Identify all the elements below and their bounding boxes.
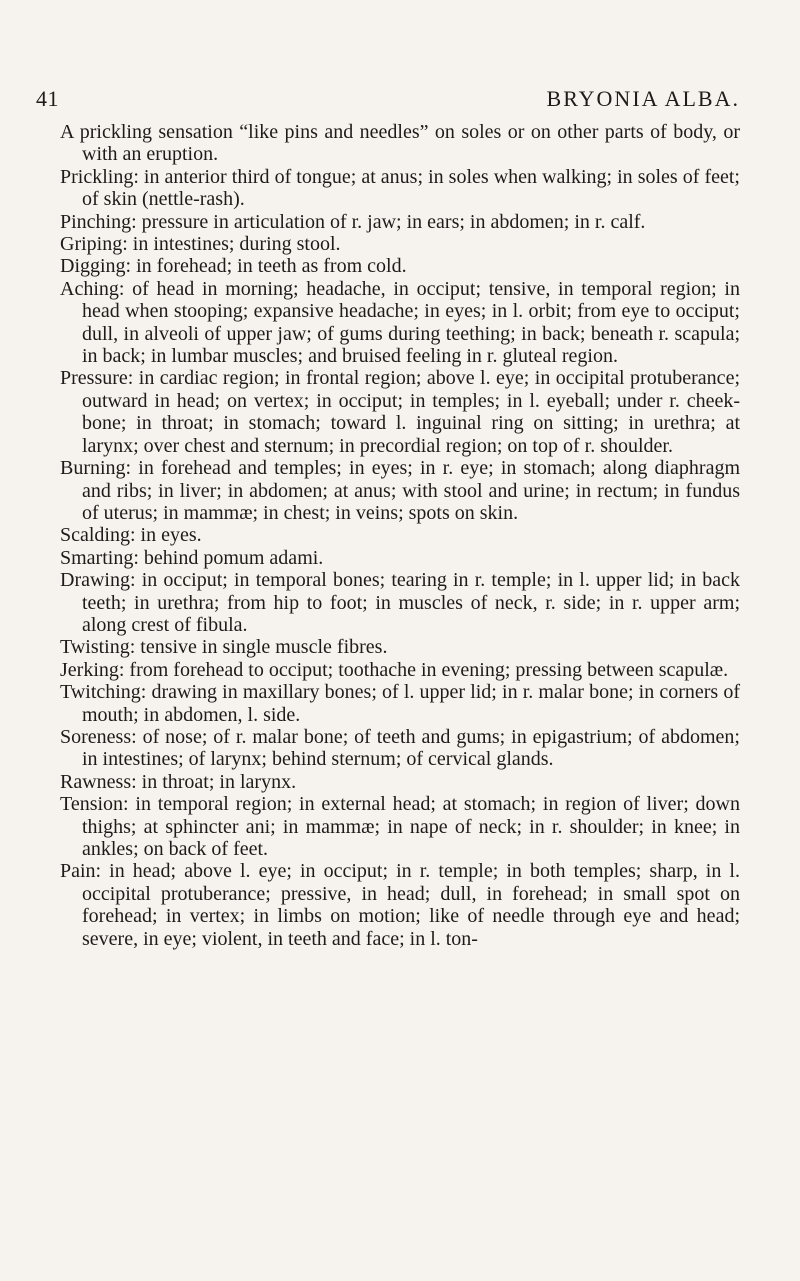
- entry-prickling: Prickling: in anterior third of tongue; at anus; in soles when walking; in soles of feet; of skin (nettle-rash).: [60, 165, 740, 211]
- entry-prickling-sensation: A prickling sensation “like pins and needles” on soles or on other parts of body, or with an eruption.: [60, 121, 740, 166]
- entry-burning: Burning: in forehead and temples; in eyes; in r. eye; in stomach; along diaphragm and ribs; in liver; in abdomen; at anus; with stool and urine; in rectum; in fundus of uterus; in mammæ; in chest; in veins; spots on skin.: [60, 457, 740, 524]
- entry-tension: Tension: in temporal region; in external head; at stomach; in region of liver; down thighs; at sphincter ani; in mammæ; in nape of neck; in r. shoulder; in knee; in ankles; on back of feet.: [60, 793, 740, 860]
- entry-jerking: Jerking: from forehead to occiput; toothache in evening; pressing between scapulæ.: [60, 658, 729, 681]
- entry-pain: Pain: in head; above l. eye; in occiput; in r. temple; in both temples; sharp, in l. occipital protuberance; pressive, in head; dull, in forehead; in small spot on forehead; in vertex; in limbs on motion; like of needle through eye and head; severe, in eye; violent, in teeth and face; in l. ton-: [60, 860, 740, 950]
- entry-pressure: Pressure: in cardiac region; in frontal region; above l. eye; in occipital protuberance; outward in head; on vertex; in occiput; in temples; in l. eyeball; under r. cheek-bone; in throat; in stomach; toward l. inguinal ring on sitting; in urethra; at larynx; over chest and sternum; in precordial region; on top of r. shoulder.: [60, 367, 740, 457]
- entry-twitching: Twitching: drawing in maxillary bones; of l. upper lid; in r. malar bone; in corners of mouth; in abdomen, l. side.: [60, 681, 740, 726]
- entry-digging: Digging: in forehead; in teeth as from cold.: [60, 255, 407, 278]
- entry-pinching: Pinching: pressure in articulation of r. jaw; in ears; in abdomen; in r. calf.: [60, 210, 646, 233]
- entry-scalding: Scalding: in eyes.: [60, 524, 202, 547]
- entry-drawing: Drawing: in occiput; in temporal bones; tearing in r. temple; in l. upper lid; in back teeth; in urethra; from hip to foot; in muscles of neck, r. side; in r. upper arm; along crest of fibula.: [60, 569, 740, 636]
- entry-soreness: Soreness: of nose; of r. malar bone; of teeth and gums; in epigastrium; of abdomen; in intestines; of larynx; behind sternum; of cervical glands.: [60, 725, 740, 771]
- body-text: [60, 121, 740, 950]
- entry-griping: Griping: in intestines; during stool.: [60, 233, 341, 256]
- entry-aching: Aching: of head in morning; headache, in occiput; tensive, in temporal region; in head when stooping; expansive headache; in eyes; in l. orbit; from eye to occiput; dull, in alveoli of upper jaw; of gums during teething; in back; beneath r. scapula; in back; in lumbar muscles; and bruised feeling in r. gluteal region.: [60, 277, 740, 368]
- entry-twisting: Twisting: tensive in single muscle fibres.: [60, 636, 388, 659]
- entry-rawness: Rawness: in throat; in larynx.: [60, 770, 297, 793]
- entry-smarting: Smarting: behind pomum adami.: [60, 546, 324, 569]
- page-number: 41: [36, 86, 59, 111]
- page-header: [36, 86, 740, 116]
- running-title: BRYONIA ALBA.: [546, 86, 740, 111]
